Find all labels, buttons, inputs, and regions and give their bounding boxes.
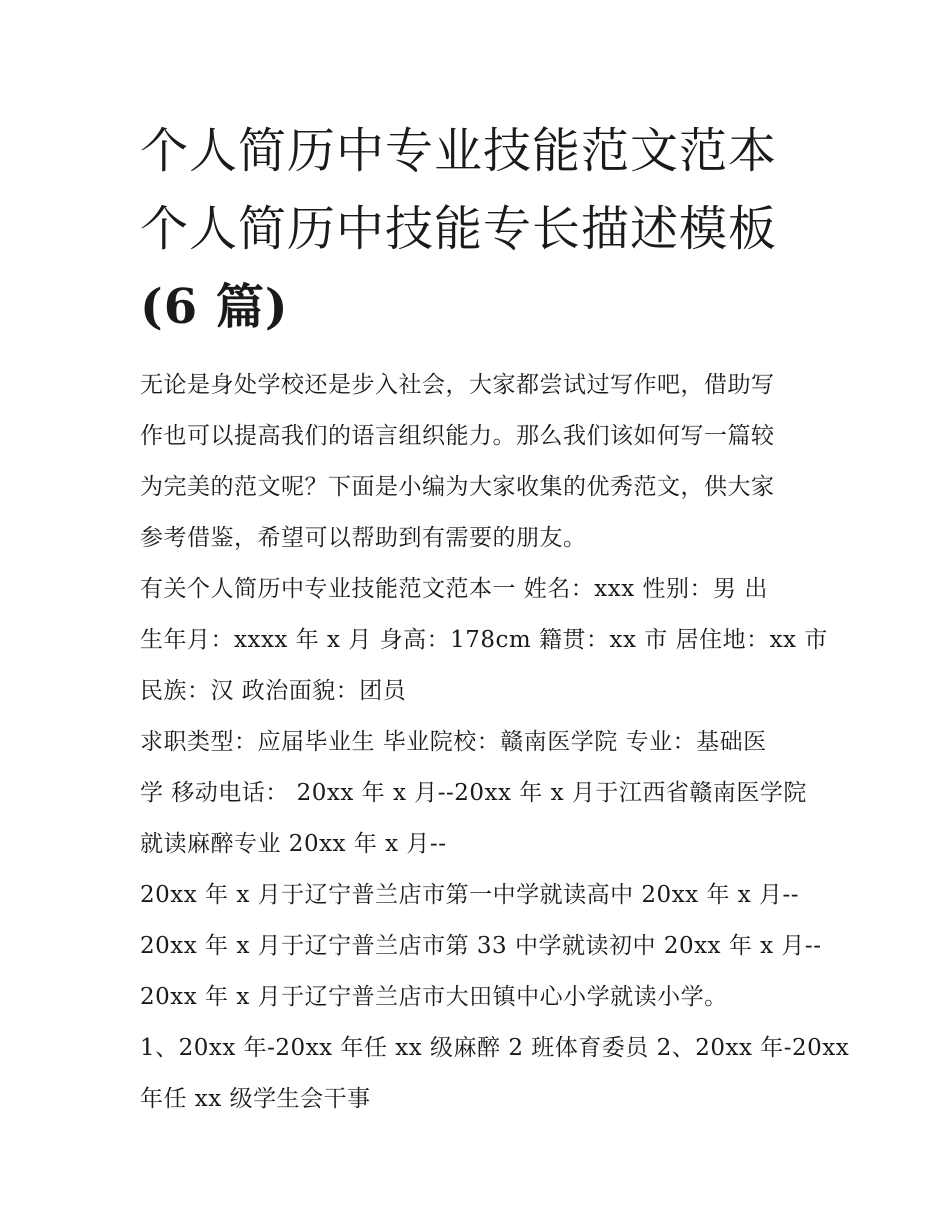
job-info-paragraph [140, 717, 820, 870]
text-line: 参考借鉴，希望可以帮助到有需要的朋友。 [140, 525, 587, 551]
text-line: 无论是身处学校还是步入社会，大家都尝试过写作吧，借助写 [140, 372, 775, 398]
text-line: 20xx 年 x 月于辽宁普兰店市第一中学就读高中 20xx 年 x 月-- [140, 882, 800, 908]
text-line: 1、20xx 年-20xx 年任 xx 级麻醉 2 班体育委员 2、20xx 年-20xx [140, 1035, 850, 1061]
text-line: 年任 xx 级学生会干事 [140, 1086, 371, 1112]
text-line: 生年月：xxxx 年 x 月 身高：178cm 籍贯：xx 市 居住地：xx 市 [140, 627, 828, 653]
education-paragraph [140, 870, 820, 1023]
text-line: 求职类型：应届毕业生 毕业院校：赣南医学院 专业：基础医 [140, 729, 767, 755]
personal-info-paragraph [140, 564, 828, 717]
experience-paragraph [140, 1023, 850, 1125]
intro-paragraph [140, 360, 820, 564]
document-page [140, 112, 850, 1125]
title-line: 个人简历中技能专长描述模板 [140, 201, 778, 257]
text-line: 作也可以提高我们的语言组织能力。那么我们该如何写一篇较 [140, 423, 775, 449]
text-line: 20xx 年 x 月于辽宁普兰店市大田镇中心小学就读小学。 [140, 984, 728, 1010]
text-line: 有关个人简历中专业技能范文范本一 姓名：xxx 性别：男 出 [140, 576, 768, 602]
text-line: 民族：汉 政治面貌：团员 [140, 678, 407, 704]
title-line: 个人简历中专业技能范文范本 [140, 123, 778, 179]
document-title [140, 112, 820, 346]
document-body [140, 360, 850, 1125]
text-line: 学 移动电话： 20xx 年 x 月--20xx 年 x 月于江西省赣南医学院 [140, 780, 807, 806]
text-line: 20xx 年 x 月于辽宁普兰店市第 33 中学就读初中 20xx 年 x 月-- [140, 933, 822, 959]
title-line: (6 篇) [140, 279, 289, 335]
text-line: 就读麻醉专业 20xx 年 x 月-- [140, 831, 447, 857]
text-line: 为完美的范文呢？下面是小编为大家收集的优秀范文，供大家 [140, 474, 775, 500]
